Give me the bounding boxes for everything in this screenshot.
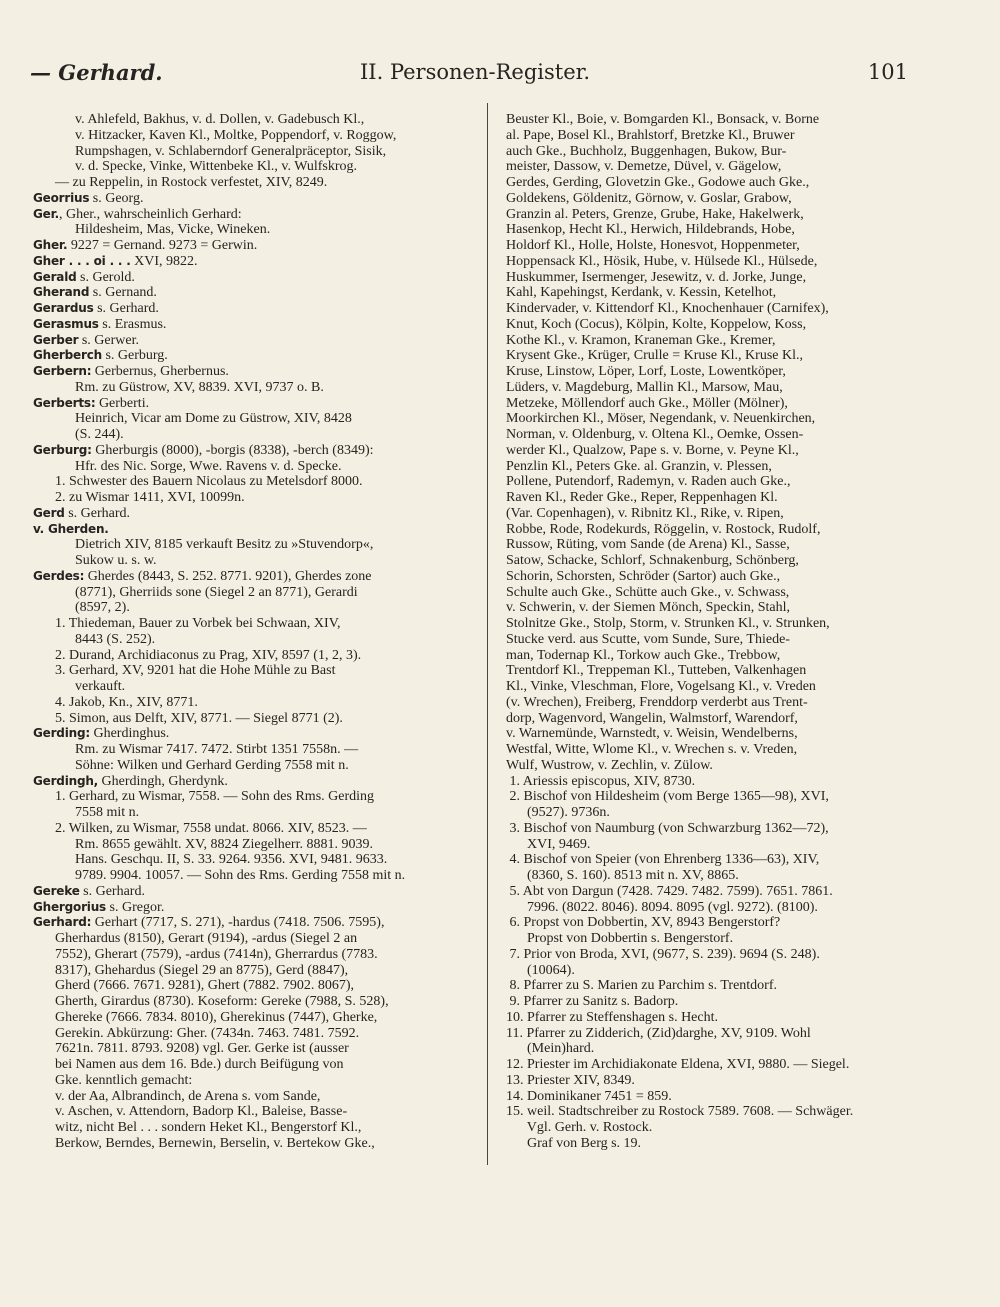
- register-line: Kahl, Kapehingst, Kerdank, v. Kessin, Ketelhot,: [506, 285, 777, 301]
- register-line: 7. Prior von Broda, XVI, (9677, S. 239). 9694 (S. 248).: [506, 946, 820, 962]
- entry-headword: Gerdes:: [33, 568, 85, 583]
- entry-text: Gerbernus, Gherbernus.: [91, 364, 229, 379]
- entry-headword: Gerardus: [33, 301, 94, 315]
- register-line: (10064).: [506, 962, 575, 978]
- entry-text: , Gher., wahrscheinlich Gerhard:: [58, 206, 242, 222]
- entry-headword: Ger.: [33, 206, 59, 221]
- entry-headword: Gherand: [33, 285, 90, 300]
- register-line: [33, 1057, 468, 1073]
- entry-text: Berkow, Berndes, Bernewin, Berselin, v. Bertekow Gke.,: [55, 1135, 375, 1151]
- register-line: Hoppensack Kl., Hösik, Hube, v. Hülsede Kl., Hülsede,: [506, 253, 818, 269]
- register-line: 15. weil. Stadtschreiber zu Rostock 7589. 7608. — Schwäger.: [506, 1104, 854, 1120]
- register-line: [33, 711, 468, 727]
- entry-text: 4. Jakob, Kn., XIV, 8771.: [55, 694, 198, 710]
- register-line: [33, 112, 468, 128]
- register-line: Kothe Kl., v. Kramon, Kraneman Gke., Kremer,: [506, 332, 776, 348]
- register-line: Holdorf Kl., Holle, Holste, Honesvot, Hoppenmeter,: [506, 238, 800, 253]
- register-line: Huskummer, Isermenger, Jesewitz, v. d. Jorke, Junge,: [506, 269, 807, 285]
- register-line: Lüders, v. Magdeburg, Mallin Kl., Marsow, Mau,: [506, 379, 783, 395]
- entry-text: 8317), Ghehardus (Siegel 29 an 8775), Gerd (8847),: [55, 962, 349, 978]
- entry-text: 1. Thiedeman, Bauer zu Vorbek bei Schwaan, XIV,: [55, 616, 341, 631]
- register-line: 5. Abt von Dargun (7428. 7429. 7482. 7599). 7651. 7861.: [506, 883, 833, 899]
- register-line: [33, 1136, 468, 1152]
- register-line: Propst von Dobbertin s. Bengerstorf.: [506, 931, 734, 946]
- running-head-left: — Gerhard.: [30, 60, 163, 85]
- page-number: 101: [867, 60, 908, 84]
- register-line: Kindervader, v. Kittendorf Kl., Knochenhauer (Carnifex),: [506, 301, 829, 316]
- entry-text: 8443 (S. 252).: [75, 631, 156, 647]
- entry-headword: Gerald: [33, 269, 77, 284]
- entry-text: Rm. zu Güstrow, XV, 8839. XVI, 9737 o. B.: [75, 379, 324, 395]
- register-line: [33, 1104, 468, 1120]
- register-line: al. Pape, Bosel Kl., Brahlstorf, Bretzke Kl., Bruwer: [506, 127, 795, 143]
- register-line: meister, Dassow, v. Demetze, Düvel, v. Gägelow,: [506, 159, 782, 175]
- entry-text: v. Aschen, v. Attendorn, Badorp Kl., Baleise, Basse-: [55, 1104, 348, 1120]
- register-line: 8. Pfarrer zu S. Marien zu Parchim s. Trentdorf.: [506, 978, 778, 994]
- register-line: Wulf, Wustrow, v. Zechlin, v. Zülow.: [506, 757, 713, 773]
- register-line: XVI, 9469.: [506, 836, 591, 852]
- register-line: (Var. Copenhagen), v. Ribnitz Kl., Rike, v. Ripen,: [506, 505, 784, 521]
- register-line: [33, 931, 468, 947]
- register-line: [33, 994, 468, 1010]
- register-line: [33, 459, 468, 475]
- entry-text: Ghereke (7666. 7834. 8010), Gherekinus (7447), Gherke,: [55, 1009, 378, 1025]
- register-line: 13. Priester XIV, 8349.: [506, 1072, 635, 1088]
- register-line: Beuster Kl., Boie, v. Bomgarden Kl., Bonsack, v. Borne: [506, 112, 820, 127]
- register-line: (Mein)hard.: [506, 1041, 595, 1057]
- entry-headword: Gher.: [33, 238, 68, 252]
- left-column: [33, 112, 468, 1152]
- entry-text: Gherburgis (8000), -borgis (8338), -berch (8349):: [91, 442, 374, 458]
- register-line: [33, 837, 468, 853]
- entry-headword: Gerber: [33, 332, 79, 347]
- register-line: Moorkirchen Kl., Möser, Negendank, v. Neuenkirchen,: [506, 411, 816, 427]
- entry-text: 2. Durand, Archidiaconus zu Prag, XIV, 8597 (1, 2, 3).: [55, 647, 362, 663]
- page-header: [30, 60, 908, 90]
- register-line: 9. Pfarrer zu Sanitz s. Badorp.: [506, 994, 679, 1009]
- register-line: Westfal, Witte, Wlome Kl., v. Wrechen s. v. Vreden,: [506, 742, 798, 757]
- register-line: [33, 789, 468, 805]
- register-line: [33, 411, 468, 427]
- register-line: [33, 159, 468, 175]
- entry-text: Gke. kenntlich gemacht:: [55, 1072, 193, 1088]
- register-line: man, Todernap Kl., Torkow auch Gke., Trebbow,: [506, 647, 781, 663]
- register-line: (v. Wrechen), Freiberg, Frenddorp verderbt aus Trent-: [506, 694, 808, 710]
- register-line: [33, 490, 468, 506]
- entry-text: Rm. 8655 gewählt. XV, 8824 Ziegelherr. 8881. 9039.: [75, 836, 373, 852]
- entry-text: (8771), Gherriids sone (Siegel 2 an 8771), Gerardi: [75, 584, 358, 600]
- entry-headword: Gerberts:: [33, 395, 96, 410]
- entry-headword: Gerburg:: [33, 442, 92, 457]
- entry-text: Söhne: Wilken und Gerhard Gerding 7558 mit n.: [75, 757, 349, 773]
- register-entry: [33, 238, 468, 254]
- register-line: [33, 663, 468, 679]
- entry-headword: Gherberch: [33, 348, 102, 363]
- register-entry: [33, 364, 468, 380]
- register-line: Stolnitze Gke., Stolp, Storm, v. Strunken Kl., v. Strunken,: [506, 616, 830, 631]
- entry-headword: Gereke: [33, 883, 80, 898]
- entry-text: s. Gerhard.: [64, 505, 131, 521]
- register-line: Graf von Berg s. 19.: [506, 1135, 642, 1151]
- register-entry: [33, 191, 468, 207]
- register-entry: [33, 569, 468, 585]
- register-line: (8360, S. 160). 8513 mit n. XV, 8865.: [506, 868, 739, 883]
- register-line: [33, 852, 468, 868]
- entry-text: Gherhardus (8150), Gerart (9194), -ardus (Siegel 2 an: [55, 931, 358, 946]
- register-line: [33, 679, 468, 695]
- register-entry: [33, 317, 468, 333]
- register-entry: [33, 207, 468, 223]
- entry-text: 2. Wilken, zu Wismar, 7558 undat. 8066. XIV, 8523. —: [55, 820, 367, 836]
- column-divider: [487, 103, 488, 1165]
- entry-text: (S. 244).: [75, 427, 124, 442]
- register-line: [33, 1041, 468, 1057]
- register-entry: [33, 348, 468, 364]
- register-line: 12. Priester im Archidiakonate Eldena, XVI, 9880. — Siegel.: [506, 1057, 850, 1072]
- register-line: 1. Ariessis episcopus, XIV, 8730.: [506, 773, 696, 789]
- entry-text: 9227 = Gernand. 9273 = Gerwin.: [67, 238, 258, 253]
- running-head-title: II. Personen-Register.: [360, 60, 591, 84]
- entry-headword: Ghergorius: [33, 899, 107, 914]
- register-line: [33, 632, 468, 648]
- entry-text: bei Namen aus dem 16. Bde.) durch Beifügung von: [55, 1057, 344, 1072]
- register-line: [33, 1089, 468, 1105]
- register-entry: [33, 774, 468, 790]
- entry-text: 5. Simon, aus Delft, XIV, 8771. — Siegel 8771 (2).: [55, 710, 343, 726]
- entry-text: s. Gernand.: [89, 285, 157, 301]
- register-entry: [33, 270, 468, 286]
- entry-text: s. Gerburg.: [101, 348, 168, 364]
- entry-headword: Gher . . . oi . . .: [33, 253, 131, 268]
- register-line: [33, 128, 468, 144]
- register-entry: [33, 900, 468, 916]
- register-line: [33, 963, 468, 979]
- register-line: [33, 144, 468, 160]
- register-line: Norman, v. Oldenburg, v. Oltena Kl., Oemke, Ossen-: [506, 427, 804, 442]
- register-line: [33, 380, 468, 396]
- register-line: Pollene, Putendorf, Rademyn, v. Raden auch Gke.,: [506, 474, 791, 490]
- entry-text: Gerekin. Abkürzung: Gher. (7434n. 7463. 7481. 7592.: [55, 1025, 360, 1041]
- entry-headword: Gerasmus: [33, 316, 99, 331]
- register-line: 11. Pfarrer zu Zidderich, (Zid)darghe, XV, 9109. Wohl: [506, 1025, 811, 1041]
- register-line: (9527). 9736n.: [506, 805, 610, 820]
- entry-text: v. d. Specke, Vinke, Wittenbeke Kl., v. Wulfskrog.: [75, 159, 358, 175]
- register-line: [33, 648, 468, 664]
- register-line: Schulte auch Gke., Schütte auch Gke., v. Schwass,: [506, 584, 790, 600]
- entry-text: 1. Gerhard, zu Wismar, 7558. — Sohn des Rms. Gerding: [55, 789, 375, 805]
- entry-headword: Gerding:: [33, 726, 90, 741]
- register-line: [33, 537, 468, 553]
- register-line: Vgl. Gerh. v. Rostock.: [506, 1120, 653, 1135]
- register-line: [33, 1073, 468, 1089]
- register-line: 3. Bischof von Naumburg (von Schwarzburg 1362—72),: [506, 820, 829, 836]
- right-column: [506, 112, 921, 1152]
- register-entry: [33, 285, 468, 301]
- entry-text: Gherdinghus.: [89, 726, 170, 742]
- register-line: Russow, Rüting, vom Sande (de Arena) Kl., Sasse,: [506, 537, 790, 553]
- register-line: Krysent Gke., Krüger, Crulle = Kruse Kl., Kruse Kl.,: [506, 348, 803, 364]
- entry-text: v. der Aa, Albrandinch, de Arena s. vom Sande,: [55, 1088, 321, 1104]
- register-line: [33, 585, 468, 601]
- entry-text: — zu Reppelin, in Rostock verfestet, XIV, 8249.: [55, 175, 328, 190]
- register-line: [33, 868, 468, 884]
- register-line: [33, 821, 468, 837]
- register-line: 6. Propst von Dobbertin, XV, 8943 Bengerstorf?: [506, 915, 781, 931]
- entry-text: Dietrich XIV, 8185 verkauft Besitz zu »Stuvendorp«,: [75, 537, 374, 553]
- entry-text: 7552), Gherart (7579), -ardus (7414n), Gherrardus (7783.: [55, 946, 378, 962]
- register-line: Kl., Vinke, Vleschman, Flore, Vogelsang Kl., v. Vreden: [506, 679, 816, 694]
- register-line: [33, 695, 468, 711]
- register-line: Schorin, Schorsten, Schröder (Sartor) auch Gke.,: [506, 568, 781, 584]
- entry-text: Gherdes (8443, S. 252. 8771. 9201), Gherdes zone: [84, 568, 372, 584]
- register-line: Kruse, Linstow, Löper, Lorf, Loste, Lowentköper,: [506, 364, 786, 379]
- register-line: [33, 758, 468, 774]
- entry-text: s. Erasmus.: [98, 316, 167, 332]
- entry-text: Gherth, Girardus (8730). Koseform: Gereke (7988, S. 528),: [55, 994, 389, 1009]
- entry-text: 1. Schwester des Bauern Nicolaus zu Metelsdorf 8000.: [55, 474, 363, 490]
- entry-text: 2. zu Wismar 1411, XVI, 10099n.: [55, 490, 245, 505]
- register-line: [33, 978, 468, 994]
- register-line: Satow, Schacke, Schlorf, Schnakenburg, Schönberg,: [506, 553, 799, 568]
- register-line: [33, 742, 468, 758]
- entry-headword: Gerhard:: [33, 915, 92, 930]
- entry-text: v. Hitzacker, Kaven Kl., Moltke, Poppendorf, v. Roggow,: [75, 127, 397, 143]
- entry-text: witz, nicht Bel . . . sondern Heket Kl., Bengerstorf Kl.,: [55, 1120, 362, 1135]
- register-line: 10. Pfarrer zu Steffenshagen s. Hecht.: [506, 1009, 719, 1025]
- register-line: 4. Bischof von Speier (von Ehrenberg 1336—63), XIV,: [506, 852, 820, 868]
- entry-text: s. Gregor.: [106, 899, 165, 915]
- register-entry: [33, 522, 468, 538]
- register-line: Stucke verd. aus Scutte, vom Sunde, Sure, Thiede-: [506, 631, 790, 647]
- register-entry: [33, 396, 468, 412]
- register-line: [33, 222, 468, 238]
- entry-text: (8597, 2).: [75, 600, 130, 616]
- register-entry: [33, 443, 468, 459]
- register-line: Penzlin Kl., Peters Gke. al. Granzin, v. Plessen,: [506, 458, 772, 474]
- entry-text: 3. Gerhard, XV, 9201 hat die Hohe Mühle zu Bast: [55, 663, 336, 679]
- register-line: Goldekens, Göldenitz, Görnow, v. Goslar, Grabow,: [506, 190, 792, 206]
- entry-text: Sukow u. s. w.: [75, 553, 157, 568]
- entry-text: s. Georg.: [89, 190, 144, 206]
- entry-headword: Gerdingh,: [33, 773, 99, 788]
- register-line: [33, 553, 468, 569]
- entry-headword: Georrius: [33, 190, 90, 205]
- entry-text: s. Gerold.: [76, 269, 135, 285]
- register-line: [33, 474, 468, 490]
- register-line: Gerdes, Gerding, Glovetzin Gke., Godowe auch Gke.,: [506, 175, 810, 190]
- register-line: [33, 1010, 468, 1026]
- entry-text: Rm. zu Wismar 7417. 7472. Stirbt 1351 7558n. —: [75, 742, 359, 757]
- entry-text: Hfr. des Nic. Sorge, Wwe. Ravens v. d. Specke.: [75, 458, 342, 474]
- register-line: Robbe, Rode, Rodekurds, Röggelin, v. Rostock, Rudolf,: [506, 521, 821, 537]
- register-line: Raven Kl., Reder Gke., Reper, Reppenhagen Kl.: [506, 490, 778, 505]
- entry-text: s. Gerwer.: [78, 332, 140, 348]
- entry-text: XVI, 9822.: [130, 253, 198, 269]
- entry-text: 7621n. 7811. 8793. 9208) vgl. Ger. Gerke ist (ausser: [55, 1041, 349, 1057]
- register-line: [33, 947, 468, 963]
- entry-text: Gerhart (7717, S. 271), -hardus (7418. 7506. 7595),: [91, 915, 385, 931]
- entry-text: Gerberti.: [95, 395, 150, 411]
- register-line: [33, 427, 468, 443]
- register-line: v. Warnemünde, Warnstedt, v. Weisin, Wendelberns,: [506, 726, 798, 742]
- entry-text: s. Gerhard.: [93, 301, 159, 316]
- entry-text: Hildesheim, Mas, Vicke, Wineken.: [75, 222, 271, 238]
- entry-text: 9789. 9904. 10057. — Sohn des Rms. Gerding 7558 mit n.: [75, 868, 406, 883]
- entry-headword: v. Gherden.: [33, 521, 109, 536]
- register-line: [33, 1026, 468, 1042]
- register-line: auch Gke., Buchholz, Buggenhagen, Bukow, Bur-: [506, 143, 787, 159]
- register-line: [33, 1120, 468, 1136]
- register-line: werder Kl., Qualzow, Pape s. v. Borne, v. Peyne Kl.,: [506, 442, 799, 458]
- entry-text: Rumpshagen, v. Schlaberndorf Generalpräceptor, Sisik,: [75, 143, 387, 159]
- register-line: [33, 175, 468, 191]
- entry-text: Hans. Geschqu. II, S. 33. 9264. 9356. XVI, 9481. 9633.: [75, 852, 388, 868]
- register-line: [33, 616, 468, 632]
- register-line: 14. Dominikaner 7451 = 859.: [506, 1088, 672, 1104]
- register-entry: [33, 301, 468, 317]
- entry-headword: Gerd: [33, 505, 65, 520]
- register-line: Granzin al. Peters, Grenze, Grube, Hake, Hakelwerk,: [506, 206, 804, 222]
- register-line: v. Schwerin, v. der Siemen Mönch, Speckin, Stahl,: [506, 600, 790, 616]
- register-entry: [33, 726, 468, 742]
- register-line: [33, 600, 468, 616]
- register-entry: [33, 884, 468, 900]
- register-line: dorp, Wagenvord, Wangelin, Walmstorf, Warendorf,: [506, 710, 798, 726]
- register-entry: [33, 506, 468, 522]
- entry-text: Heinrich, Vicar am Dome zu Güstrow, XIV, 8428: [75, 411, 352, 427]
- entry-text: Gherdingh, Gherdynk.: [98, 773, 228, 789]
- register-entry: [33, 254, 468, 270]
- register-line: [33, 805, 468, 821]
- entry-text: 7558 mit n.: [75, 805, 140, 820]
- register-line: Hasenkop, Hecht Kl., Herwich, Hildebrands, Hobe,: [506, 222, 795, 238]
- entry-text: Gherd (7666. 7671. 9281), Ghert (7882. 7902. 8067),: [55, 978, 355, 994]
- entry-text: verkauft.: [75, 679, 126, 694]
- register-line: Knut, Koch (Cocus), Kölpin, Kolte, Koppelow, Koss,: [506, 316, 807, 332]
- register-line: 7996. (8022. 8046). 8094. 8095 (vgl. 9272). (8100).: [506, 899, 818, 915]
- register-line: Trentdorf Kl., Treppeman Kl., Tutteben, Valkenhagen: [506, 663, 807, 679]
- register-entry: [33, 915, 468, 931]
- entry-headword: Gerbern:: [33, 364, 92, 378]
- entry-text: s. Gerhard.: [79, 883, 145, 899]
- register-entry: [33, 333, 468, 349]
- register-line: Metzeke, Möllendorf auch Gke., Möller (Mölner),: [506, 395, 788, 411]
- entry-text: v. Ahlefeld, Bakhus, v. d. Dollen, v. Gadebusch Kl.,: [75, 112, 365, 127]
- register-line: 2. Bischof von Hildesheim (vom Berge 1365—98), XVI,: [506, 789, 829, 805]
